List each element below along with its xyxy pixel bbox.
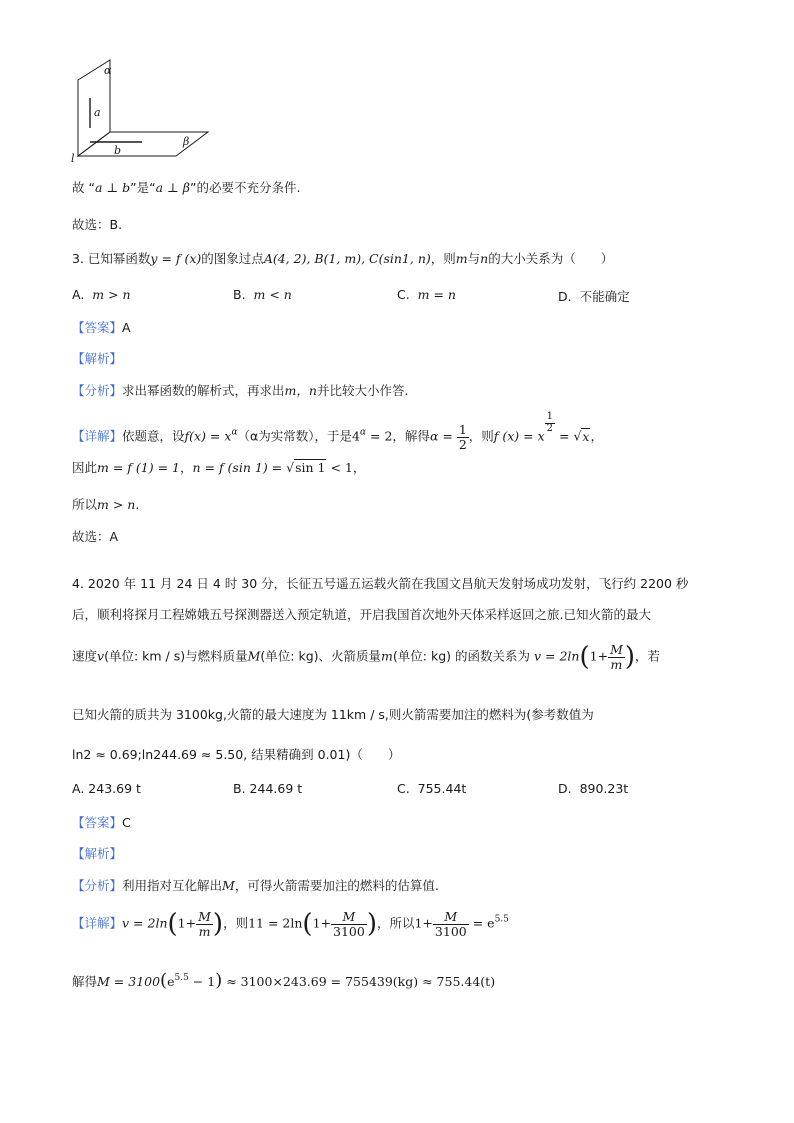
q3-answer: 【答案】A <box>72 320 131 335</box>
q4-solution: 解得$M = 3100(e^{5.5} - 1) \approx 3100\times 243.69 = 755439(kg) \approx 755.44(t)$ <box>72 970 496 991</box>
q4-option-a[interactable]: A. 243.69 t <box>72 781 141 796</box>
q4-stem-line3: 速度v(单位: km / s)与燃料质量M(单位: kg)、火箭质量m(单位: kg) 的函数关系为 v = 2ln(1+ $\frac{M}{m}$ )，若 <box>72 642 661 672</box>
perpendicular-planes-figure <box>68 56 218 168</box>
q4-fenxi: 【分析】利用指对互化解出M，可得火箭需要加注的燃料的估算值. <box>72 878 439 893</box>
q3-select: 故选：A <box>72 529 119 544</box>
q4-stem-line1: 4. 2020 年 11 月 24 日 4 时 30 分，长征五号遥五运载火箭在我国文昌航天发射场成功发射，飞行约 2200 秒 <box>72 576 689 591</box>
q4-option-d[interactable]: D. 890.23t <box>558 781 629 796</box>
q3-line2: 因此m = f (1) = 1，n = f (sin 1) = √sin 1 < 1， <box>72 460 366 475</box>
label-alpha: α <box>104 64 112 77</box>
q4-option-c[interactable]: C. 755.44t <box>397 781 467 796</box>
prev-answer: 故选：B. <box>72 217 123 232</box>
label-a: a <box>94 106 101 119</box>
q3-option-b[interactable]: B. m < n <box>233 287 292 302</box>
q3-stem: 3. 已知幂函数y = f (x)的图象过点A(4, 2), B(1, m), C(sin1, n)，则m与n的大小关系为（ ） <box>72 251 614 266</box>
q3-fenxi: 【分析】求出幂函数的解析式，再求出m，n并比较大小作答. <box>72 383 409 398</box>
q4-detail: 【详解】v = 2ln(1+ $\frac{M}{m}$ )，则11 = 2ln(1+ $\frac{M}{3100}$ )，所以1+ $\frac{M}{3100}$ = $e^{5.5}$ <box>72 909 509 939</box>
q3-frac-half: $\frac{1}{2}$ <box>458 422 467 452</box>
label-b: b <box>114 144 122 157</box>
q3-analysis-tag: 【解析】 <box>72 351 123 366</box>
q4-stem-line2: 后，顺利将探月工程嫦娥五号探测器送入预定轨道，开启我国首次地外天体采样返回之旅.已知火箭的最大 <box>72 607 651 622</box>
q3-exp-half: $\frac{1}{2}$ <box>546 411 554 434</box>
q4-stem-line5: ln2 ≈ 0.69;ln244.69 ≈ 5.50, 结果精确到 0.01)（ ） <box>72 747 401 762</box>
prev-conclusion: 故 “a ⊥ b”是“a ⊥ β”的必要不充分条件. <box>72 180 301 195</box>
label-beta: β <box>183 135 190 148</box>
q4-detail-frac2: $\frac{M}{3100}$ <box>333 909 365 939</box>
q3-detail: 【详解】依题意，设$f(x) = x^\alpha(\alpha$为实常数），于是$4^\alpha = 2$，解得α = $\frac{1}{2}$ ，则f (x) = x $\frac{1}{2}$ = √x， <box>72 411 603 452</box>
label-l: l <box>71 152 75 165</box>
q4-option-b[interactable]: B. 244.69 t <box>233 781 303 796</box>
q4-analysis-tag: 【解析】 <box>72 846 123 861</box>
q4-stem-line4: 已知火箭的质共为 3100kg,火箭的最大速度为 11km / s,则火箭需要加注的燃料为(参考数值为 <box>72 707 594 722</box>
q3-line3: 所以m > n. <box>72 497 140 512</box>
q3-option-c[interactable]: C. m = n <box>397 287 456 302</box>
q4-answer: 【答案】C <box>72 815 131 830</box>
q3-option-d[interactable]: D. 不能确定 <box>558 289 630 304</box>
q4-detail-frac1: $\frac{M}{m}$ <box>198 909 211 939</box>
q3-option-a[interactable]: A. m > n <box>72 287 131 302</box>
q4-detail-frac3: $\frac{M}{3100}$ <box>434 909 467 939</box>
q4-frac-Mm: $\frac{M}{m}$ <box>610 642 623 672</box>
